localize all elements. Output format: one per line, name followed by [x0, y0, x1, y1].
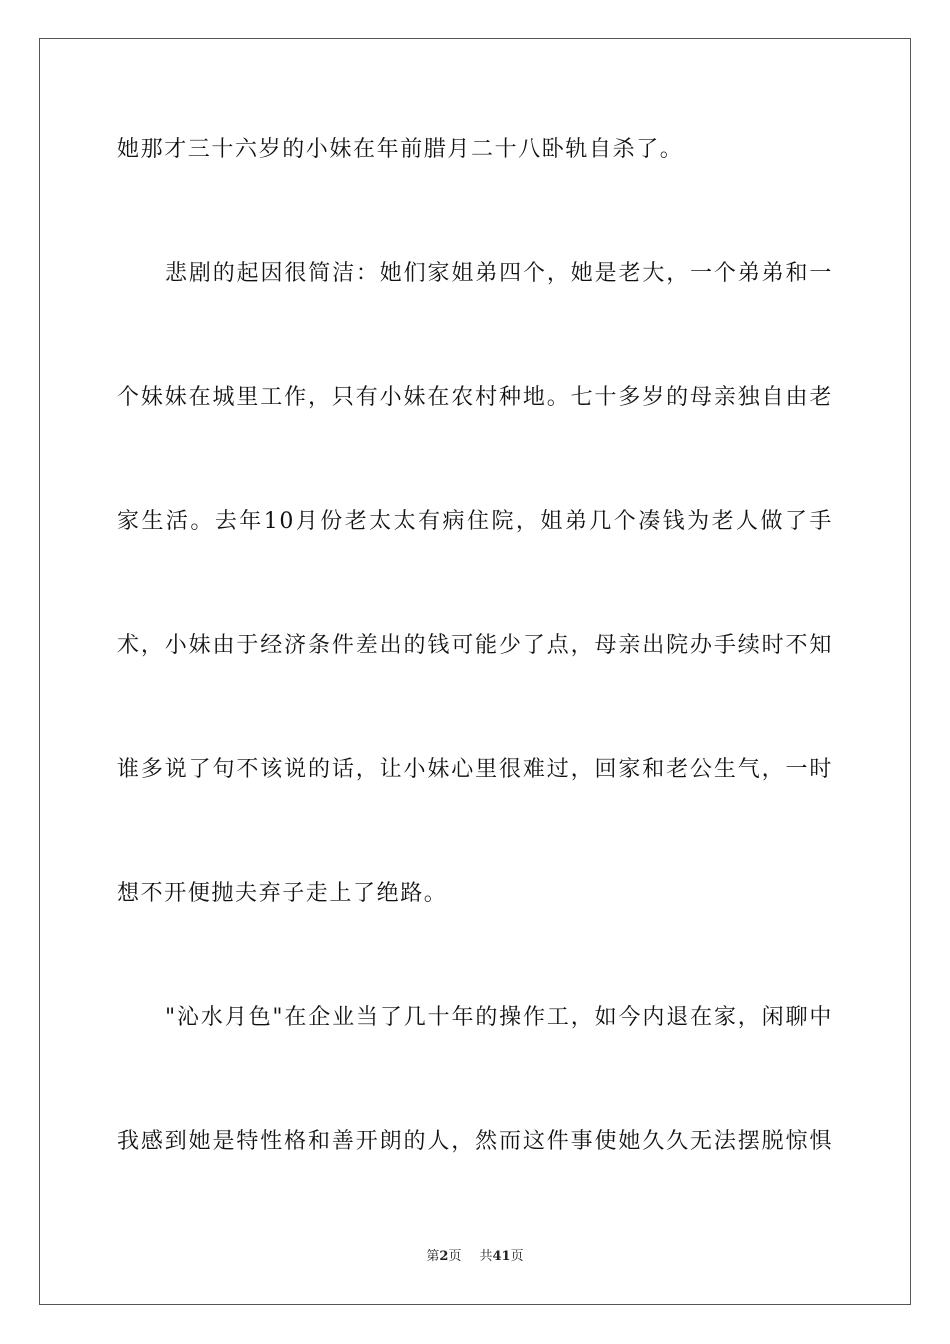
footer-total-pages: 41	[492, 1249, 511, 1264]
text-line-7: 想不开便抛夫弃子走上了绝路。	[117, 881, 448, 906]
footer-total-suffix: 页	[510, 1249, 524, 1264]
text-line-6: 谁多说了句不该说的话，让小妹心里很难过，回家和老公生气，一时	[117, 757, 833, 782]
footer-page-number: 2	[439, 1249, 449, 1264]
text-line-9: 我感到她是特性格和善开朗的人，然而这件事使她久久无法摆脱惊惧	[117, 1129, 833, 1154]
text-line-2: 悲剧的起因很简洁：她们家姐弟四个，她是老大，一个弟弟和一	[165, 261, 833, 286]
footer-page-prefix: 第	[426, 1249, 440, 1264]
text-line-5: 术，小妹由于经济条件差出的钱可能少了点，母亲出院办手续时不知	[117, 633, 833, 658]
footer-total-prefix: 共	[479, 1249, 493, 1264]
text-line-4: 家生活。去年10月份老太太有病住院，姐弟几个凑钱为老人做了手	[117, 509, 833, 534]
page-footer	[0, 1248, 950, 1266]
footer-page-suffix: 页	[448, 1249, 462, 1264]
page-border	[39, 38, 911, 1305]
text-line-3: 个妹妹在城里工作，只有小妹在农村种地。七十多岁的母亲独自由老	[117, 385, 833, 410]
text-line-1: 她那才三十六岁的小妹在年前腊月二十八卧轨自杀了。	[117, 137, 684, 162]
text-line-8: "沁水月色"在企业当了几十年的操作工，如今内退在家，闲聊中	[165, 1005, 833, 1030]
